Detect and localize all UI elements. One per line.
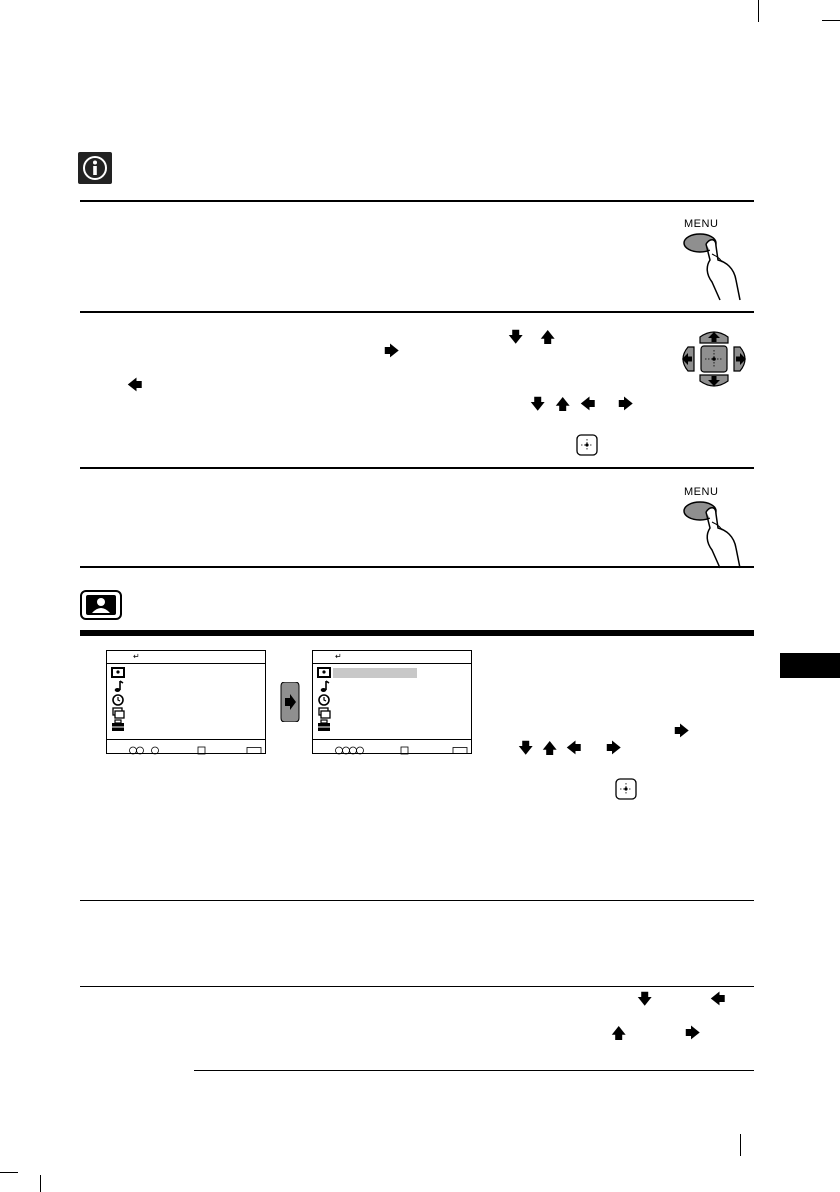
crop-mark xyxy=(740,1134,741,1156)
section-divider xyxy=(80,566,754,568)
left-arrow-icon: 🡄 xyxy=(710,990,726,1008)
up-arrow-icon: 🡅 xyxy=(555,395,571,413)
direction-pad-illustration xyxy=(674,325,754,391)
section-divider-thick xyxy=(80,630,754,636)
right-arrow-icon: 🡆 xyxy=(674,722,690,740)
menu-footer-icons xyxy=(129,742,263,751)
ok-button-icon xyxy=(576,434,598,456)
menu-button-illustration xyxy=(676,214,750,300)
down-arrow-icon: 🡇 xyxy=(637,990,653,1008)
down-arrow-icon: 🡇 xyxy=(530,395,546,413)
menu-screen-main xyxy=(106,650,266,754)
down-arrow-icon: 🡇 xyxy=(508,328,524,346)
section-divider xyxy=(80,467,754,469)
menu-button-label: MENU xyxy=(684,486,719,498)
section-divider xyxy=(80,311,754,313)
menu-button-label: MENU xyxy=(684,218,719,230)
crop-mark xyxy=(822,20,840,21)
up-arrow-icon: 🡅 xyxy=(611,1024,627,1042)
menu-screen-submenu xyxy=(312,650,472,754)
menu-icon-column xyxy=(111,667,125,740)
down-arrow-icon: 🡇 xyxy=(518,739,534,757)
left-arrow-icon: 🡄 xyxy=(580,395,596,413)
return-arrow-icon: ↵ xyxy=(133,652,140,661)
right-arrow-icon: 🡆 xyxy=(618,395,634,413)
table-divider xyxy=(80,900,754,901)
right-arrow-icon: 🡆 xyxy=(685,1024,701,1042)
up-arrow-icon: 🡅 xyxy=(540,328,556,346)
table-divider xyxy=(194,1070,754,1071)
section-tab xyxy=(780,653,840,678)
table-divider xyxy=(80,986,754,987)
left-arrow-icon: 🡄 xyxy=(127,376,143,394)
info-icon xyxy=(78,152,112,184)
return-arrow-icon: ↵ xyxy=(335,652,342,661)
crop-mark xyxy=(0,1172,18,1173)
right-arrow-icon: 🡆 xyxy=(606,739,622,757)
menu-icon-column xyxy=(317,667,331,740)
crop-mark xyxy=(40,1175,41,1192)
menu-highlight-bar xyxy=(333,668,417,678)
picture-menu-icon xyxy=(80,590,122,620)
left-arrow-icon: 🡄 xyxy=(566,739,582,757)
crop-mark xyxy=(758,0,759,22)
up-arrow-icon: 🡅 xyxy=(542,739,558,757)
next-screen-arrow-icon xyxy=(279,682,301,722)
menu-footer-icons xyxy=(335,742,469,751)
right-arrow-icon: 🡆 xyxy=(384,342,400,360)
ok-button-icon xyxy=(615,778,637,800)
menu-button-illustration xyxy=(676,482,750,568)
section-divider xyxy=(80,200,754,202)
